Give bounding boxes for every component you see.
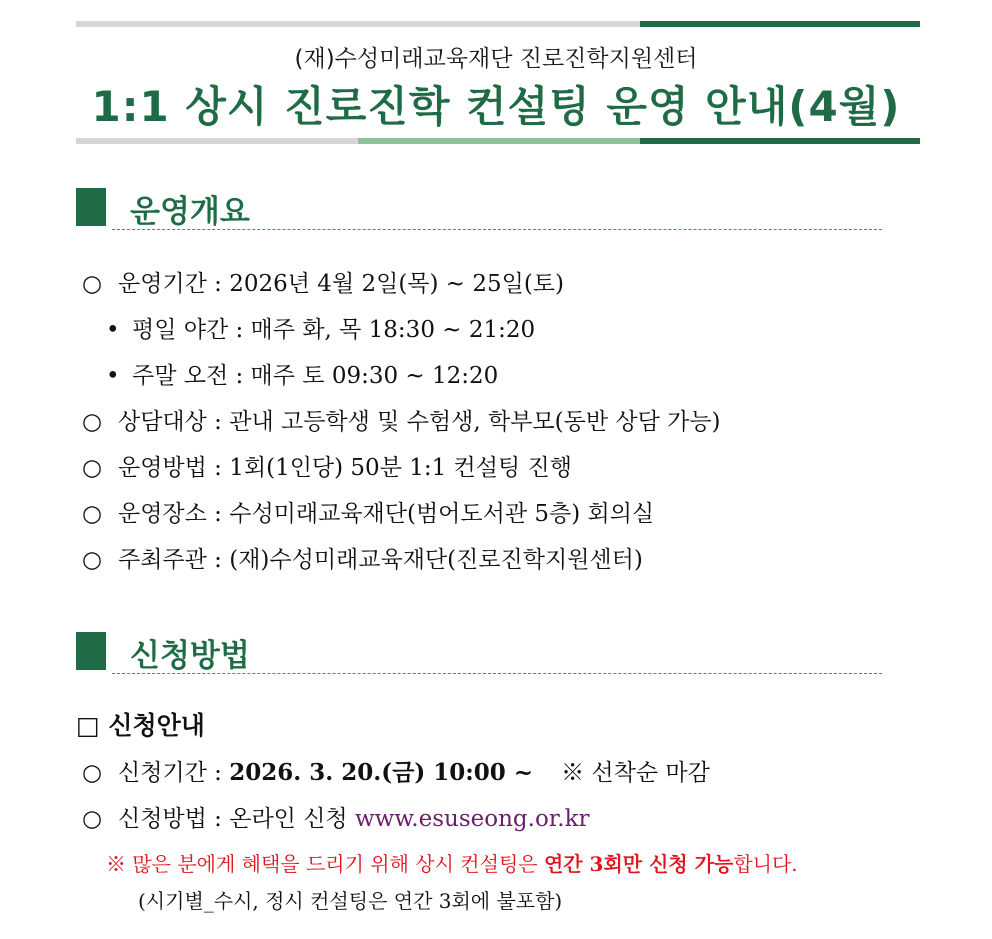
- apply-url-link[interactable]: www.esuseong.or.kr: [354, 806, 590, 832]
- apply-period-value: 2026. 3. 20.(금) 10:00 ~: [229, 759, 534, 786]
- circle-bullet-icon: ○: [82, 806, 103, 832]
- apply-period-note: ※ 선착순 마감: [561, 760, 710, 786]
- apply-notice-sub: (시기별_수시, 정시 컨설팅은 연간 3회에 불포함): [138, 889, 563, 913]
- header-top-rule-green: [640, 21, 920, 27]
- overview-weekend-text: 주말 오전 : 매주 토 09:30 ~ 12:20: [132, 363, 499, 389]
- overview-target-text: 상담대상 : 관내 고등학생 및 수험생, 학부모(동반 상담 가능): [118, 409, 721, 435]
- circle-bullet-icon: ○: [82, 271, 103, 297]
- header-subtitle: (재)수성미래교육재단 진로진학지원센터: [294, 46, 698, 72]
- circle-bullet-icon: ○: [82, 760, 103, 786]
- apply-method: [82, 800, 590, 833]
- header-bottom-rule-green: [640, 138, 920, 144]
- overview-target: [82, 403, 721, 436]
- section-title-apply: 신청방법: [130, 638, 250, 674]
- circle-bullet-icon: ○: [82, 409, 103, 435]
- apply-method-label: 신청방법 : 온라인 신청: [118, 806, 355, 832]
- apply-notice-suffix: 합니다.: [733, 852, 798, 876]
- apply-box-heading: □ 신청안내: [76, 711, 205, 740]
- header-top-rule-gray: [76, 21, 640, 27]
- header-bottom-rule-lightgreen: [358, 138, 640, 144]
- section-title-overview: 운영개요: [130, 194, 250, 230]
- dot-bullet-icon: •: [106, 317, 120, 343]
- overview-period: [82, 265, 564, 298]
- section-marker-overview: [76, 188, 106, 226]
- apply-notice-prefix: ※ 많은 분에게 혜택을 드리기 위해 상시 컨설팅은: [106, 852, 544, 876]
- circle-bullet-icon: ○: [82, 547, 103, 573]
- overview-method: [82, 449, 572, 482]
- dot-bullet-icon: •: [106, 363, 120, 389]
- overview-place: [82, 495, 654, 528]
- overview-period-text: 운영기간 : 2026년 4월 2일(목) ~ 25일(토): [118, 271, 565, 297]
- section-divider-apply: [112, 673, 882, 674]
- overview-host-text: 주최주관 : (재)수성미래교육재단(진로진학지원센터): [118, 547, 643, 573]
- apply-notice-bold: 연간 3회만 신청 가능: [543, 852, 734, 876]
- circle-bullet-icon: ○: [82, 455, 103, 481]
- overview-place-text: 운영장소 : 수성미래교육재단(범어도서관 5층) 회의실: [118, 501, 655, 527]
- apply-period-label: 신청기간 :: [118, 760, 230, 786]
- apply-notice: [106, 848, 798, 877]
- overview-weekend: [106, 357, 498, 390]
- overview-weekday-text: 평일 야간 : 매주 화, 목 18:30 ~ 21:20: [132, 317, 536, 343]
- page-title: 1:1 상시 진로진학 컨설팅 운영 안내(4월): [91, 82, 901, 131]
- overview-method-text: 운영방법 : 1회(1인당) 50분 1:1 컨설팅 진행: [118, 455, 572, 481]
- header-bottom-rule-gray: [76, 138, 358, 144]
- overview-weekday: [106, 311, 535, 344]
- circle-bullet-icon: ○: [82, 501, 103, 527]
- section-marker-apply: [76, 632, 106, 670]
- section-divider-overview: [112, 229, 882, 230]
- overview-host: [82, 541, 643, 574]
- apply-period: [82, 754, 710, 787]
